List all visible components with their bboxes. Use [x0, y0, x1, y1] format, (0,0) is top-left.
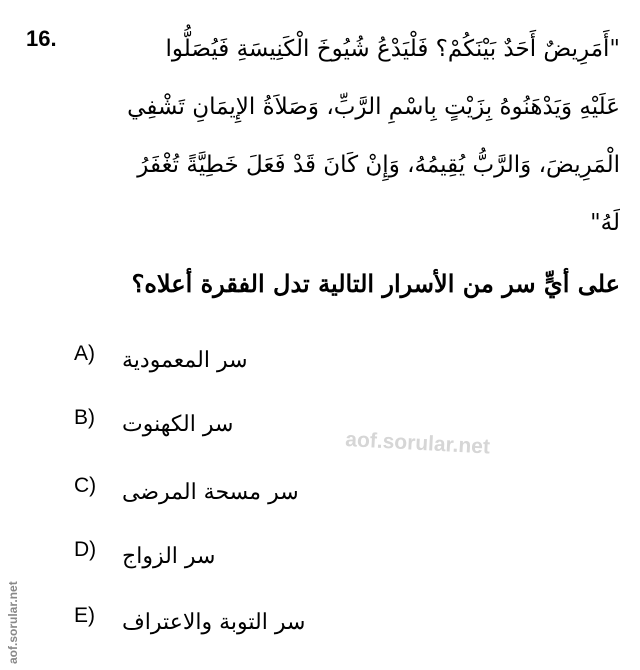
question-stem: على أيٍّ سر من الأسرار التالية تدل الفقرة أعلاه؟: [131, 269, 620, 298]
passage-line: الْمَرِيضَ، وَالرَّبُّ يُقِيمُهُ، وَإِنْ كَانَ قَدْ فَعَلَ خَطِيَّةً تُغْفَرُ: [137, 152, 620, 178]
option-text: سر مسحة المرضى: [122, 480, 299, 505]
option-letter: A): [74, 342, 95, 365]
option-letter: B): [74, 406, 95, 429]
option-text: سر المعمودية: [122, 348, 248, 373]
option-text: سر الزواج: [122, 544, 216, 569]
option-letter: E): [74, 604, 95, 627]
site-watermark: aof.sorular.net: [344, 428, 491, 459]
passage-line: لَهُ": [590, 210, 620, 236]
option-letter: D): [74, 538, 97, 561]
option-text: سر التوبة والاعتراف: [122, 610, 306, 635]
option-letter: C): [74, 474, 97, 497]
question-passage: [60, 20, 620, 252]
passage-line: عَلَيْهِ وَيَدْهَنُوهُ بِزَيْتٍ بِاسْمِ الرَّبِّ، وَصَلاَةُ الإِيمَانِ تَشْفِي: [127, 94, 620, 120]
question-number: 16.: [26, 26, 57, 51]
side-watermark: aof.sorular.net: [6, 581, 20, 664]
option-text: سر الكهنوت: [122, 412, 234, 437]
passage-line: "أَمَرِيضٌ أَحَدٌ بَيْنَكُمْ؟ فَلْيَدْعُ شُيُوخَ الْكَنِيسَةِ فَيُصَلُّوا: [165, 36, 620, 62]
